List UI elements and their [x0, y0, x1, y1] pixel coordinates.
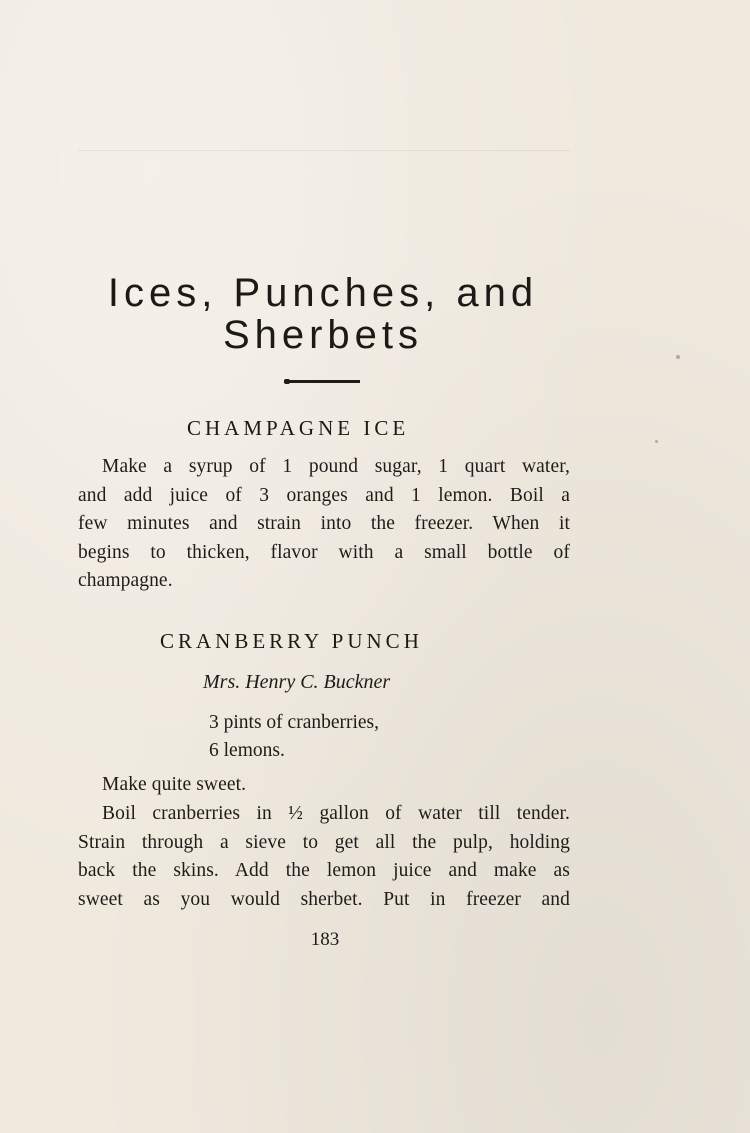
recipe-body-cranberry-punch — [78, 800, 570, 914]
ingredient-item: 6 lemons. — [209, 740, 285, 761]
bleed-through-rule — [78, 150, 570, 151]
recipe-attribution: Mrs. Henry C. Buckner — [203, 671, 391, 693]
note-line: Make quite sweet. — [102, 774, 247, 795]
body-line: Boil cranberries in ½ gallon of water till tender. — [102, 803, 570, 824]
ingredient-item: 3 pints of cranberries, — [209, 712, 380, 733]
body-line: begins to thicken, flavor with a small bottle of — [78, 541, 570, 563]
recipe-title-champagne-ice: CHAMPAGNE ICE — [187, 416, 410, 440]
chapter-divider-rule — [284, 380, 360, 383]
body-line: and add juice of 3 oranges and 1 lemon. Boil a — [78, 484, 570, 506]
chapter-title-line-2: Sherbets — [222, 313, 424, 357]
recipe-body-champagne-ice — [78, 453, 570, 596]
body-line: Strain through a sieve to get all the pulp, holding — [78, 831, 570, 853]
chapter-title-line-1: Ices, Punches, and — [107, 271, 539, 315]
body-line: few minutes and strain into the freezer. When it — [78, 513, 570, 534]
body-line: sweet as you would sherbet. Put in freezer and — [78, 888, 570, 910]
recipe-title-cranberry-punch: CRANBERRY PUNCH — [160, 629, 423, 653]
chapter-title — [78, 272, 568, 356]
page-number: 183 — [310, 929, 340, 950]
paper-speck — [676, 355, 680, 359]
body-line: back the skins. Add the lemon juice and make as — [78, 860, 570, 881]
body-line: champagne. — [78, 570, 173, 591]
body-line: Make a syrup of 1 pound sugar, 1 quart water, — [102, 456, 570, 477]
paper-speck — [655, 440, 658, 443]
recipe-note — [78, 771, 570, 800]
